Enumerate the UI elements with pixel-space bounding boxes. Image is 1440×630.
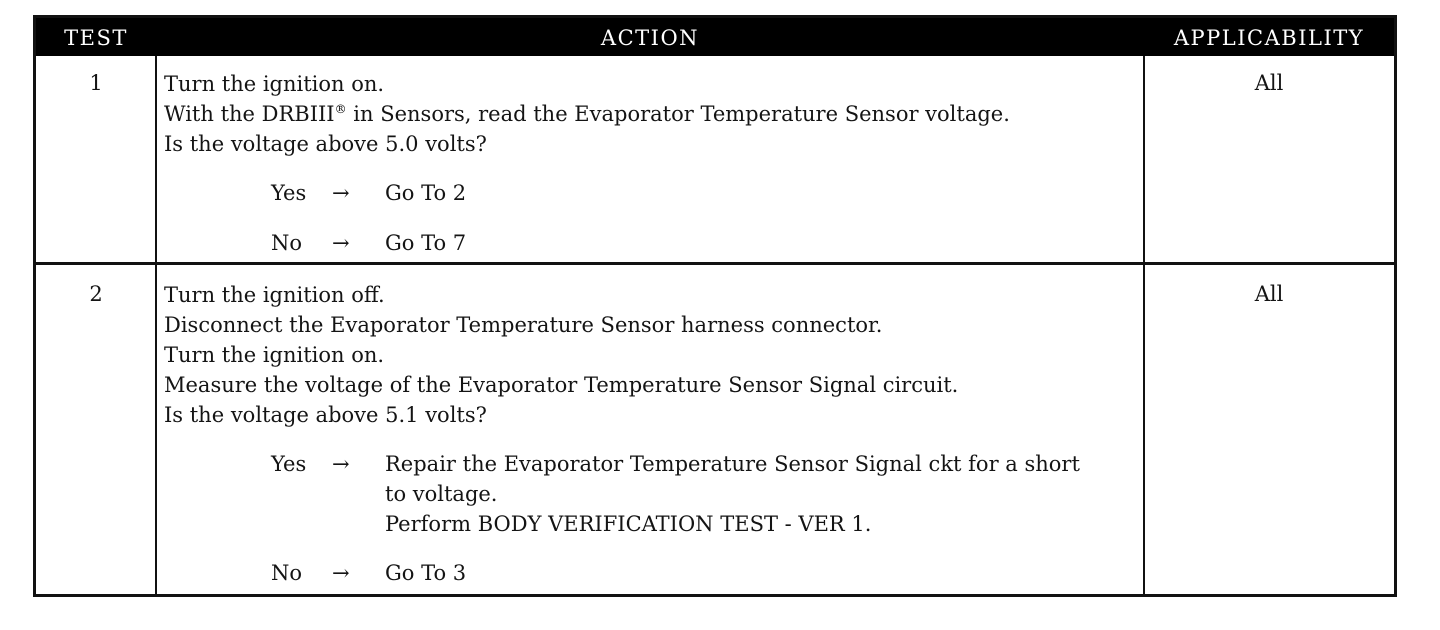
- action-line: Turn the ignition off.: [164, 283, 385, 307]
- action-line-part: in Sensors, read the Evaporator Temperature Sensor voltage.: [346, 102, 1010, 126]
- arrow-icon: →: [332, 231, 350, 255]
- action-steps-2: [164, 280, 958, 430]
- action-line: [164, 99, 1010, 129]
- action-line: Disconnect the Evaporator Temperature Sensor harness connector.: [164, 313, 883, 337]
- answer-label: Yes: [271, 452, 307, 476]
- arrow-icon: →: [332, 561, 350, 585]
- header-applicability: APPLICABILITY: [1173, 26, 1365, 50]
- action-line: Turn the ignition on.: [164, 72, 385, 96]
- applicability-1: All: [1254, 71, 1284, 95]
- column-divider: [1143, 56, 1145, 594]
- result-line: Perform BODY VERIFICATION TEST - VER 1.: [385, 512, 872, 536]
- result-line: to voltage.: [385, 482, 498, 506]
- result-goto: Go To 3: [385, 561, 467, 585]
- action-line: Measure the voltage of the Evaporator Temperature Sensor Signal circuit.: [164, 373, 959, 397]
- header-action: ACTION: [600, 26, 700, 50]
- arrow-icon: →: [332, 452, 350, 476]
- answer-label: No: [271, 561, 303, 585]
- arrow-icon: →: [332, 181, 350, 205]
- row-divider: [36, 262, 1394, 265]
- diagnostic-test-table: [33, 15, 1397, 597]
- action-line: Is the voltage above 5.0 volts?: [164, 132, 487, 156]
- result-goto: Go To 7: [385, 231, 467, 255]
- action-steps-1: [164, 69, 1010, 159]
- answer-label: No: [271, 231, 303, 255]
- table-header: [36, 18, 1394, 56]
- result-repair: [385, 449, 1080, 539]
- action-line: Is the voltage above 5.1 volts?: [164, 403, 487, 427]
- result-line: Repair the Evaporator Temperature Sensor Signal ckt for a short: [385, 452, 1080, 476]
- applicability-2: All: [1254, 282, 1284, 306]
- action-line-part: With the DRBIII: [164, 102, 335, 126]
- test-number-2: 2: [89, 282, 103, 306]
- test-number-1: 1: [89, 71, 103, 95]
- answer-label: Yes: [271, 181, 307, 205]
- header-test: TEST: [64, 26, 128, 50]
- action-line: Turn the ignition on.: [164, 343, 385, 367]
- result-goto: Go To 2: [385, 181, 467, 205]
- registered-mark: ®: [334, 102, 347, 116]
- column-divider: [155, 56, 157, 594]
